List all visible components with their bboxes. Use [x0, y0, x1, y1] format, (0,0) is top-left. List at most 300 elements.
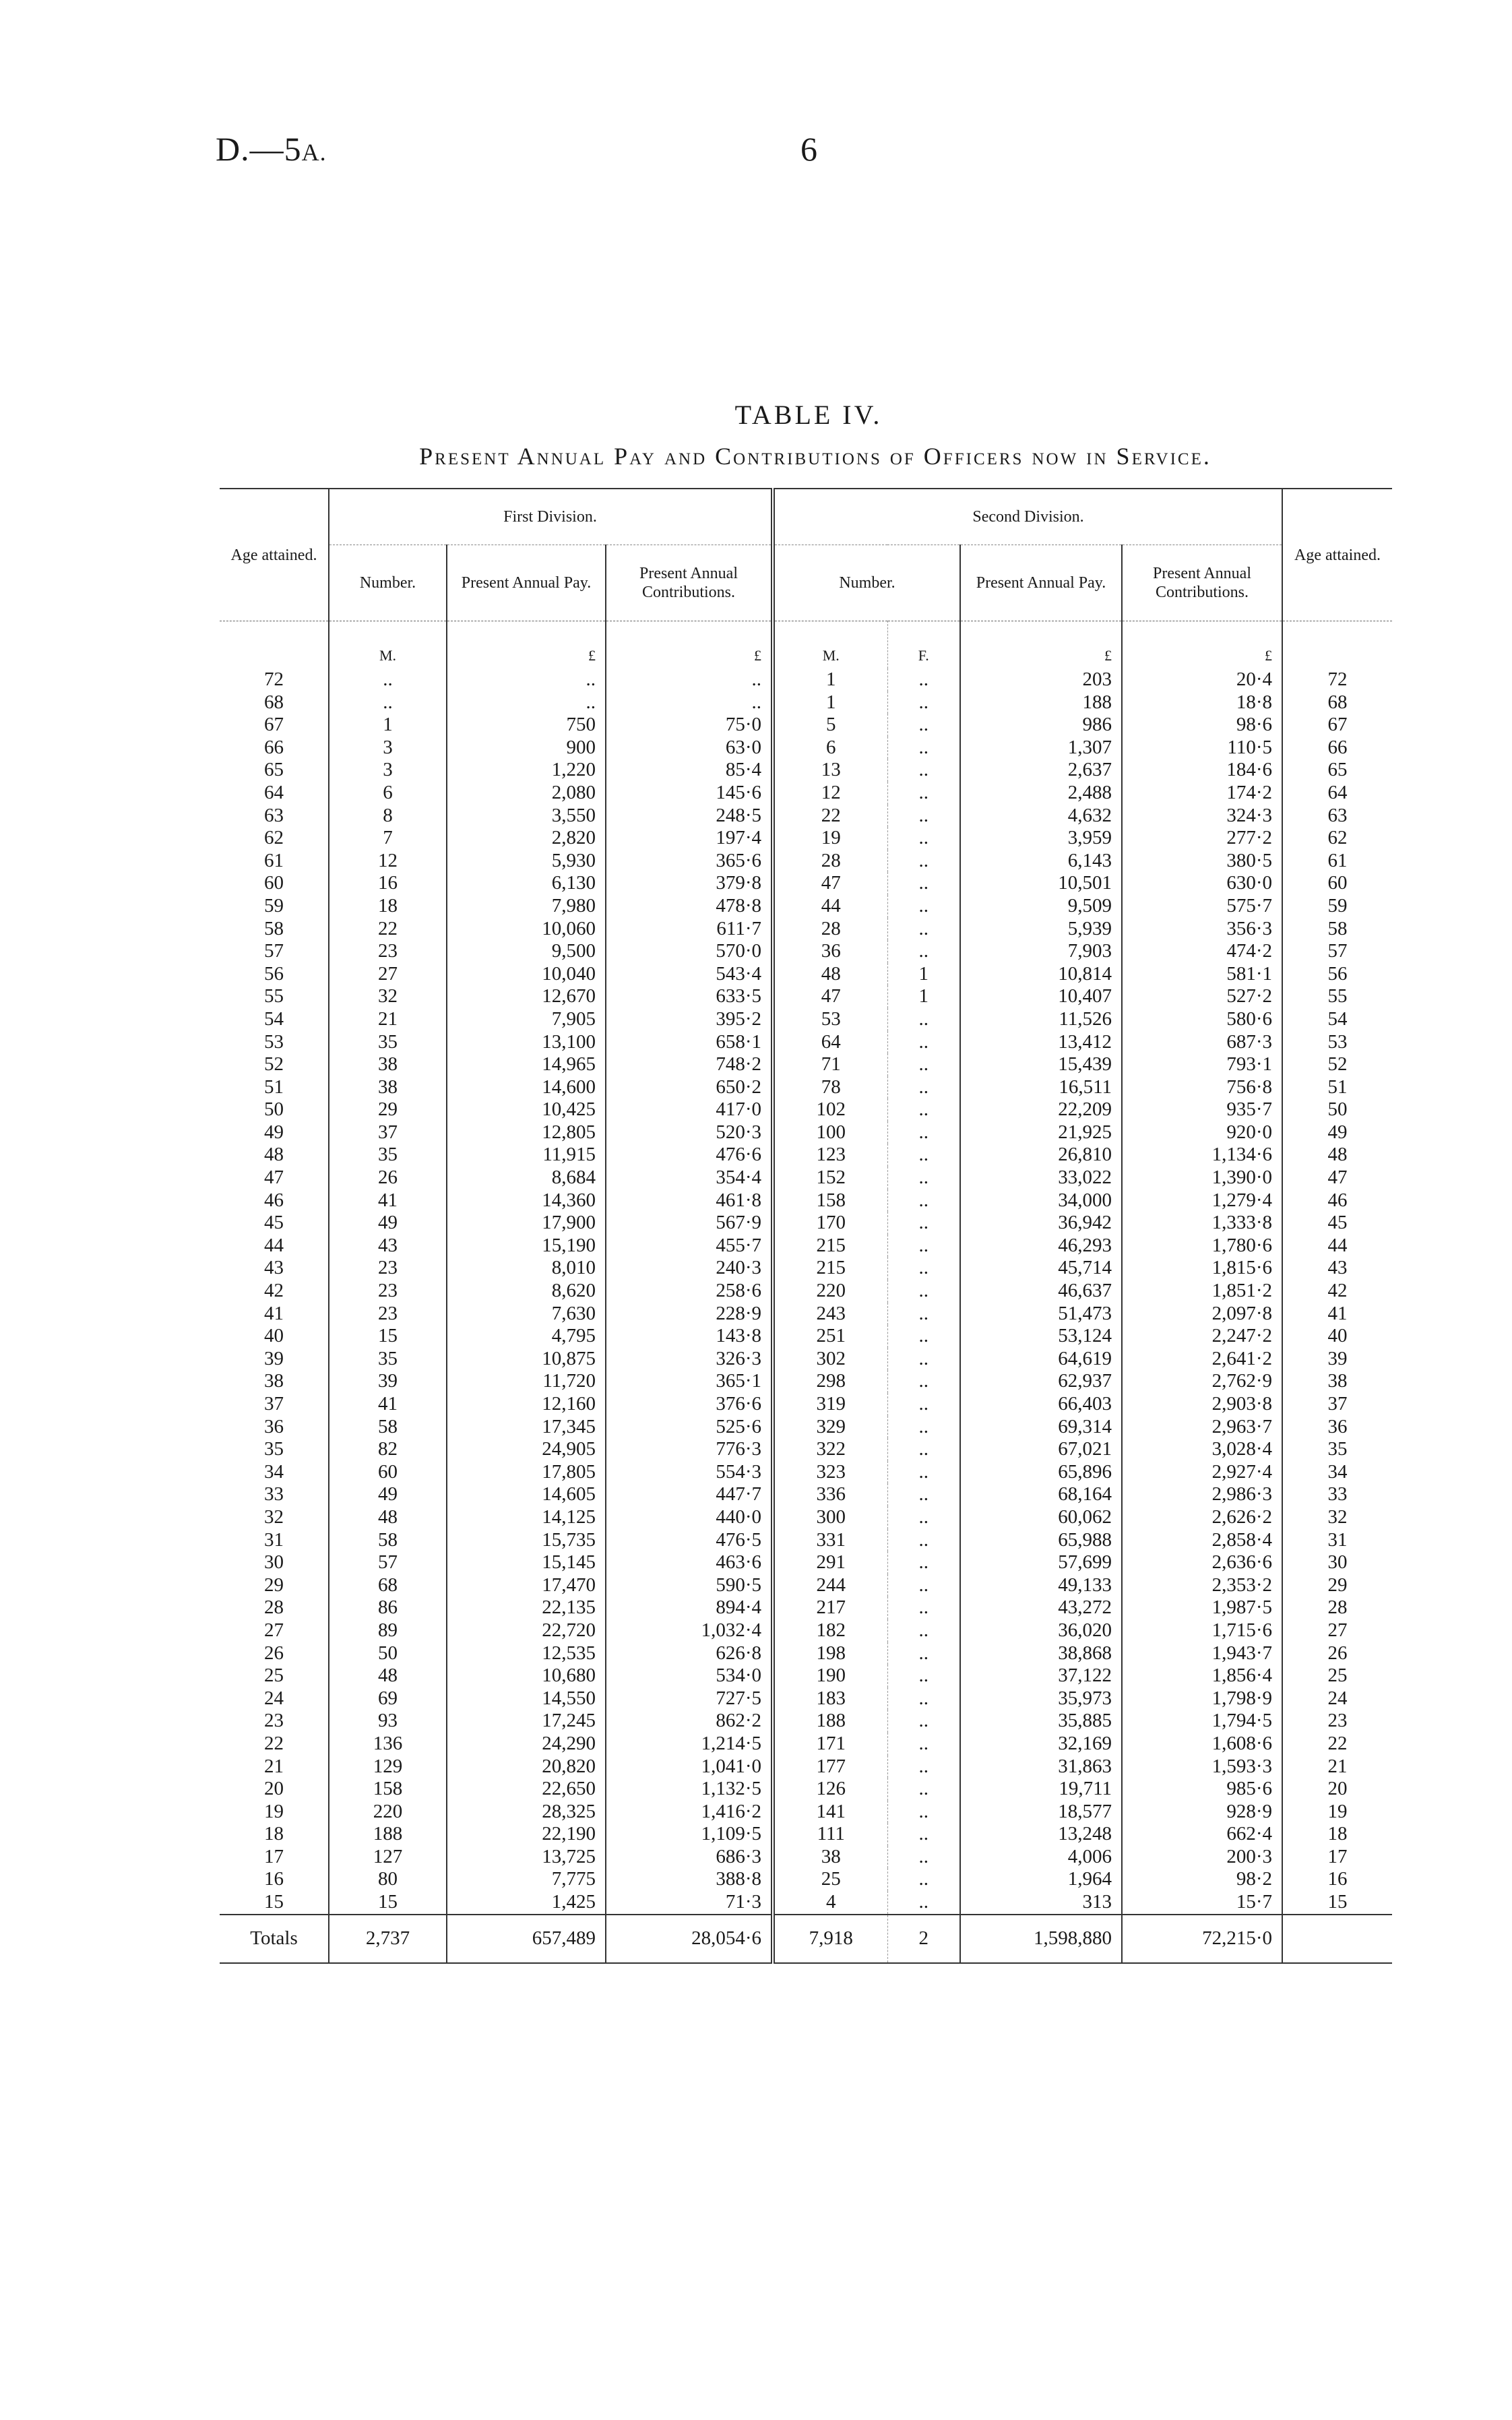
table-row [220, 1801, 1392, 1824]
cell-age: 48 [1282, 1144, 1392, 1167]
cell-second-f: .. [887, 1370, 960, 1393]
cell-second-f: .. [887, 1144, 960, 1167]
table-row [220, 1619, 1392, 1642]
cell-second-f: .. [887, 1551, 960, 1574]
cell-second-m: 126 [773, 1778, 887, 1801]
table-row [220, 669, 1392, 691]
cell-second-contrib: 1,134·6 [1122, 1144, 1282, 1167]
cell-age: 65 [264, 759, 284, 781]
cell-age: 35 [264, 1438, 284, 1460]
cell-age: 44 [264, 1234, 284, 1256]
cell-second-m: 1 [773, 691, 887, 714]
cell-second-m: 64 [773, 1031, 887, 1054]
table-row [220, 1098, 1392, 1121]
cell-age: 42 [1282, 1280, 1392, 1303]
cell-age: 62 [264, 827, 284, 849]
cell-second-contrib: 356·3 [1122, 918, 1282, 941]
cell-age: 27 [264, 1619, 284, 1641]
cell-second-f: .. [887, 1438, 960, 1461]
cell-first-contrib: 776·3 [606, 1438, 773, 1461]
cell-first-pay: 17,470 [447, 1574, 606, 1597]
cell-first-number: 188 [329, 1823, 447, 1846]
table-row [220, 1280, 1392, 1303]
cell-age: 33 [264, 1483, 284, 1506]
cell-first-contrib: 476·6 [606, 1144, 773, 1167]
cell-second-f: .. [887, 1529, 960, 1552]
cell-second-pay: 986 [960, 714, 1122, 737]
cell-first-pay: 22,190 [447, 1823, 606, 1846]
table-row [220, 1348, 1392, 1371]
header-first-contrib: Present Annual Contributions. [606, 545, 773, 621]
cell-age: 59 [264, 894, 284, 917]
cell-first-contrib: 440·0 [606, 1506, 773, 1529]
cell-first-number: 21 [329, 1008, 447, 1031]
cell-first-pay: 17,345 [447, 1416, 606, 1439]
cell-first-pay: 12,670 [447, 985, 606, 1008]
cell-age: 63 [264, 804, 284, 826]
cell-second-f: .. [887, 714, 960, 737]
cell-first-pay: 6,130 [447, 872, 606, 895]
header-age-left: Age attained. [230, 546, 317, 564]
total-second-f: 2 [887, 1915, 960, 1963]
cell-second-contrib: 1,794·5 [1122, 1710, 1282, 1733]
table-row [220, 827, 1392, 850]
cell-second-m: 44 [773, 895, 887, 918]
cell-first-number: 39 [329, 1370, 447, 1393]
cell-second-pay: 46,293 [960, 1235, 1122, 1258]
cell-second-contrib: 2,247·2 [1122, 1325, 1282, 1348]
table-row [220, 1596, 1392, 1619]
header-second-pay: Present Annual Pay. [960, 545, 1122, 621]
cell-second-m: 298 [773, 1370, 887, 1393]
total-second-pay: 1,598,880 [960, 1915, 1122, 1963]
cell-second-m: 5 [773, 714, 887, 737]
cell-second-contrib: 793·1 [1122, 1053, 1282, 1076]
cell-second-m: 47 [773, 985, 887, 1008]
cell-second-f: .. [887, 1461, 960, 1484]
cell-first-pay: 17,245 [447, 1710, 606, 1733]
cell-age: 40 [1282, 1325, 1392, 1348]
cell-second-contrib: 1,856·4 [1122, 1665, 1282, 1687]
cell-age: 55 [1282, 985, 1392, 1008]
table-row [220, 1506, 1392, 1529]
cell-second-f: .. [887, 1891, 960, 1915]
cell-second-m: 19 [773, 827, 887, 850]
table-row [220, 940, 1392, 963]
cell-first-pay: 7,980 [447, 895, 606, 918]
cell-second-f: .. [887, 1189, 960, 1212]
cell-first-contrib: 143·8 [606, 1325, 773, 1348]
cell-age: 67 [264, 714, 284, 736]
cell-first-pay: 14,360 [447, 1189, 606, 1212]
cell-second-f: .. [887, 1121, 960, 1144]
cell-age: 23 [1282, 1710, 1392, 1733]
cell-first-contrib: 626·8 [606, 1642, 773, 1665]
cell-second-m: 220 [773, 1280, 887, 1303]
cell-second-m: 177 [773, 1756, 887, 1778]
cell-first-pay: 12,805 [447, 1121, 606, 1144]
cell-second-m: 319 [773, 1393, 887, 1416]
cell-second-m: 331 [773, 1529, 887, 1552]
cell-second-pay: 45,714 [960, 1257, 1122, 1280]
cell-second-m: 215 [773, 1257, 887, 1280]
pay-contributions-table [220, 488, 1392, 1964]
table-row [220, 918, 1392, 941]
table-row [220, 1823, 1392, 1846]
cell-first-contrib: 650·2 [606, 1076, 773, 1099]
cell-second-contrib: 985·6 [1122, 1778, 1282, 1801]
cell-first-contrib: 554·3 [606, 1461, 773, 1484]
cell-second-m: 251 [773, 1325, 887, 1348]
cell-second-pay: 46,637 [960, 1280, 1122, 1303]
cell-first-number: 129 [329, 1756, 447, 1778]
cell-first-contrib: 1,041·0 [606, 1756, 773, 1778]
cell-age: 53 [1282, 1031, 1392, 1054]
cell-second-m: 198 [773, 1642, 887, 1665]
cell-second-f: .. [887, 1619, 960, 1642]
cell-second-pay: 34,000 [960, 1189, 1122, 1212]
cell-second-m: 182 [773, 1619, 887, 1642]
cell-first-number: 16 [329, 872, 447, 895]
cell-second-pay: 13,412 [960, 1031, 1122, 1054]
cell-first-pay: 2,820 [447, 827, 606, 850]
cell-second-f: .. [887, 1506, 960, 1529]
table-row [220, 1076, 1392, 1099]
cell-first-number: 3 [329, 759, 447, 782]
cell-age: 33 [1282, 1483, 1392, 1506]
cell-second-pay: 66,403 [960, 1393, 1122, 1416]
cell-second-m: 6 [773, 737, 887, 759]
total-second-m: 7,918 [773, 1915, 887, 1963]
cell-second-f: .. [887, 691, 960, 714]
table-title: TABLE IV. [734, 400, 883, 430]
cell-second-m: 1 [773, 669, 887, 691]
cell-first-contrib: 447·7 [606, 1483, 773, 1506]
cell-second-m: 217 [773, 1596, 887, 1619]
cell-second-pay: 1,964 [960, 1868, 1122, 1891]
cell-second-m: 323 [773, 1461, 887, 1484]
cell-second-m: 329 [773, 1416, 887, 1439]
cell-first-number: 158 [329, 1778, 447, 1801]
cell-second-pay: 10,501 [960, 872, 1122, 895]
cell-second-pay: 203 [960, 669, 1122, 691]
cell-second-f: .. [887, 1076, 960, 1099]
table-row [220, 1212, 1392, 1235]
cell-second-f: .. [887, 1733, 960, 1756]
cell-first-pay: 13,100 [447, 1031, 606, 1054]
cell-first-number: 37 [329, 1121, 447, 1144]
cell-first-pay: 1,425 [447, 1891, 606, 1915]
cell-first-number: .. [329, 691, 447, 714]
cell-first-number: 82 [329, 1438, 447, 1461]
cell-first-contrib: 388·8 [606, 1868, 773, 1891]
cell-first-contrib: 567·9 [606, 1212, 773, 1235]
cell-second-contrib: 20·4 [1122, 669, 1282, 691]
cell-second-m: 123 [773, 1144, 887, 1167]
cell-second-contrib: 580·6 [1122, 1008, 1282, 1031]
cell-age: 36 [1282, 1416, 1392, 1439]
cell-age: 29 [1282, 1574, 1392, 1597]
header-second-division: Second Division. [773, 489, 1282, 545]
cell-second-f: .. [887, 1325, 960, 1348]
cell-age: 24 [264, 1687, 284, 1709]
cell-first-contrib: 686·3 [606, 1846, 773, 1869]
cell-second-pay: 32,169 [960, 1733, 1122, 1756]
cell-age: 38 [1282, 1370, 1392, 1393]
cell-second-pay: 22,209 [960, 1098, 1122, 1121]
cell-first-contrib: 417·0 [606, 1098, 773, 1121]
cell-first-number: 48 [329, 1665, 447, 1687]
cell-second-f: 1 [887, 985, 960, 1008]
table-row [220, 1461, 1392, 1484]
cell-second-f: .. [887, 1596, 960, 1619]
table-row [220, 1665, 1392, 1687]
cell-second-pay: 62,937 [960, 1370, 1122, 1393]
cell-first-contrib: 240·3 [606, 1257, 773, 1280]
cell-first-contrib: 365·6 [606, 850, 773, 873]
cell-second-f: .. [887, 1348, 960, 1371]
table-row [220, 714, 1392, 737]
cell-first-pay: 11,915 [447, 1144, 606, 1167]
cell-second-pay: 16,511 [960, 1076, 1122, 1099]
cell-first-pay: 22,720 [447, 1619, 606, 1642]
cell-first-pay: 1,220 [447, 759, 606, 782]
cell-second-f: .. [887, 1280, 960, 1303]
table-row [220, 1778, 1392, 1801]
totals-row [220, 1915, 1392, 1963]
table-row [220, 1008, 1392, 1031]
cell-first-number: 43 [329, 1235, 447, 1258]
unit-pound: £ [960, 621, 1122, 669]
cell-second-m: 322 [773, 1438, 887, 1461]
cell-first-number: 41 [329, 1393, 447, 1416]
cell-second-contrib: 1,987·5 [1122, 1596, 1282, 1619]
cell-second-pay: 188 [960, 691, 1122, 714]
cell-second-pay: 21,925 [960, 1121, 1122, 1144]
cell-age: 16 [1282, 1868, 1392, 1891]
cell-second-pay: 49,133 [960, 1574, 1122, 1597]
cell-age: 16 [264, 1868, 284, 1890]
cell-second-m: 188 [773, 1710, 887, 1733]
cell-age: 37 [264, 1393, 284, 1415]
cell-age: 34 [264, 1460, 284, 1483]
cell-age: 43 [1282, 1257, 1392, 1280]
cell-first-number: 29 [329, 1098, 447, 1121]
cell-second-m: 111 [773, 1823, 887, 1846]
cell-first-pay: 7,630 [447, 1303, 606, 1326]
table-row [220, 1303, 1392, 1326]
cell-second-contrib: 1,279·4 [1122, 1189, 1282, 1212]
cell-second-contrib: 98·6 [1122, 714, 1282, 737]
cell-first-number: 7 [329, 827, 447, 850]
cell-age: 51 [264, 1076, 284, 1098]
cell-second-m: 48 [773, 963, 887, 986]
header-first-pay: Present Annual Pay. [447, 545, 606, 621]
cell-second-f: .. [887, 1846, 960, 1869]
cell-first-number: 15 [329, 1325, 447, 1348]
cell-age: 43 [264, 1257, 284, 1279]
cell-age: 20 [264, 1778, 284, 1800]
cell-first-contrib: 1,109·5 [606, 1823, 773, 1846]
cell-age: 49 [264, 1121, 284, 1143]
cell-age: 54 [1282, 1008, 1392, 1031]
cell-second-contrib: 1,593·3 [1122, 1756, 1282, 1778]
cell-second-contrib: 174·2 [1122, 782, 1282, 805]
total-first-number: 2,737 [329, 1915, 447, 1963]
cell-second-f: .. [887, 872, 960, 895]
cell-second-pay: 18,577 [960, 1801, 1122, 1824]
cell-second-pay: 1,307 [960, 737, 1122, 759]
cell-second-f: .. [887, 1098, 960, 1121]
cell-first-pay: 22,650 [447, 1778, 606, 1801]
cell-first-contrib: 590·5 [606, 1574, 773, 1597]
cell-second-contrib: 1,815·6 [1122, 1257, 1282, 1280]
cell-second-m: 102 [773, 1098, 887, 1121]
cell-age: 47 [1282, 1167, 1392, 1189]
cell-first-pay: 4,795 [447, 1325, 606, 1348]
cell-second-contrib: 1,851·2 [1122, 1280, 1282, 1303]
table-row [220, 1031, 1392, 1054]
cell-second-contrib: 2,626·2 [1122, 1506, 1282, 1529]
table-row [220, 872, 1392, 895]
table-row [220, 1868, 1392, 1891]
table-row [220, 1733, 1392, 1756]
cell-first-number: 8 [329, 805, 447, 828]
table-row [220, 1483, 1392, 1506]
cell-age: 26 [264, 1642, 284, 1664]
cell-second-f: .. [887, 895, 960, 918]
cell-second-f: .. [887, 1212, 960, 1235]
cell-first-contrib: 248·5 [606, 805, 773, 828]
cell-age: 50 [264, 1098, 284, 1121]
table-row [220, 1846, 1392, 1869]
cell-age: 32 [264, 1506, 284, 1528]
cell-first-contrib: 85·4 [606, 759, 773, 782]
cell-second-pay: 6,143 [960, 850, 1122, 873]
cell-first-contrib: 862·2 [606, 1710, 773, 1733]
cell-second-f: .. [887, 1823, 960, 1846]
cell-second-m: 243 [773, 1303, 887, 1326]
table-row [220, 1144, 1392, 1167]
cell-second-m: 22 [773, 805, 887, 828]
cell-first-number: 23 [329, 940, 447, 963]
cell-first-contrib: 197·4 [606, 827, 773, 850]
cell-age: 56 [264, 962, 284, 985]
cell-first-number: 12 [329, 850, 447, 873]
cell-second-f: .. [887, 782, 960, 805]
cell-age: 52 [264, 1053, 284, 1076]
cell-first-pay: 15,190 [447, 1235, 606, 1258]
cell-second-contrib: 581·1 [1122, 963, 1282, 986]
cell-first-number: 57 [329, 1551, 447, 1574]
cell-first-contrib: 543·4 [606, 963, 773, 986]
cell-age: 21 [264, 1755, 284, 1777]
table-row [220, 759, 1392, 782]
cell-age: 24 [1282, 1687, 1392, 1710]
cell-first-pay: 5,930 [447, 850, 606, 873]
cell-first-pay: 12,535 [447, 1642, 606, 1665]
table-row [220, 963, 1392, 986]
table-row [220, 895, 1392, 918]
cell-first-number: 38 [329, 1053, 447, 1076]
cell-second-pay: 5,939 [960, 918, 1122, 941]
cell-second-pay: 2,488 [960, 782, 1122, 805]
cell-age: 49 [1282, 1121, 1392, 1144]
document-reference: D.—5A. [216, 130, 327, 168]
cell-first-contrib: 478·8 [606, 895, 773, 918]
cell-age: 25 [1282, 1665, 1392, 1687]
cell-second-contrib: 98·2 [1122, 1868, 1282, 1891]
cell-second-contrib: 380·5 [1122, 850, 1282, 873]
cell-second-f: .. [887, 940, 960, 963]
cell-first-contrib: 63·0 [606, 737, 773, 759]
cell-second-f: .. [887, 1710, 960, 1733]
cell-second-f: .. [887, 669, 960, 691]
cell-second-pay: 38,868 [960, 1642, 1122, 1665]
cell-second-m: 244 [773, 1574, 887, 1597]
cell-second-m: 183 [773, 1687, 887, 1710]
cell-first-pay: 14,125 [447, 1506, 606, 1529]
cell-first-number: .. [329, 669, 447, 691]
cell-second-f: .. [887, 1303, 960, 1326]
cell-second-f: .. [887, 1756, 960, 1778]
cell-age: 52 [1282, 1053, 1392, 1076]
cell-first-number: 35 [329, 1144, 447, 1167]
cell-age: 68 [264, 691, 284, 713]
cell-age: 41 [1282, 1303, 1392, 1326]
cell-second-m: 171 [773, 1733, 887, 1756]
cell-first-number: 58 [329, 1529, 447, 1552]
cell-second-f: .. [887, 1235, 960, 1258]
cell-age: 29 [264, 1574, 284, 1596]
cell-first-pay: 14,550 [447, 1687, 606, 1710]
cell-first-contrib: 376·6 [606, 1393, 773, 1416]
cell-second-contrib: 2,903·8 [1122, 1393, 1282, 1416]
table-row [220, 737, 1392, 759]
cell-first-contrib: 727·5 [606, 1687, 773, 1710]
header-first-division: First Division. [329, 489, 773, 545]
cell-age: 58 [264, 917, 284, 939]
cell-first-number: 220 [329, 1801, 447, 1824]
cell-age: 60 [1282, 872, 1392, 895]
cell-second-contrib: 2,986·3 [1122, 1483, 1282, 1506]
cell-age: 22 [264, 1732, 284, 1754]
table-row [220, 1687, 1392, 1710]
cell-age: 46 [264, 1189, 284, 1211]
header-first-number: Number. [329, 545, 447, 621]
cell-second-pay: 43,272 [960, 1596, 1122, 1619]
unit-m: M. [773, 621, 887, 669]
cell-second-contrib: 110·5 [1122, 737, 1282, 759]
cell-second-pay: 7,903 [960, 940, 1122, 963]
cell-age: 63 [1282, 805, 1392, 828]
cell-first-pay: 9,500 [447, 940, 606, 963]
cell-age: 61 [264, 849, 284, 871]
table-row [220, 1551, 1392, 1574]
cell-second-m: 291 [773, 1551, 887, 1574]
cell-first-contrib: 461·8 [606, 1189, 773, 1212]
cell-age: 42 [264, 1280, 284, 1302]
cell-second-m: 36 [773, 940, 887, 963]
cell-second-pay: 10,407 [960, 985, 1122, 1008]
cell-second-contrib: 756·8 [1122, 1076, 1282, 1099]
cell-age: 28 [1282, 1596, 1392, 1619]
cell-age: 38 [264, 1370, 284, 1392]
table-row [220, 691, 1392, 714]
cell-first-pay: 28,325 [447, 1801, 606, 1824]
cell-second-pay: 53,124 [960, 1325, 1122, 1348]
table-row [220, 1416, 1392, 1439]
